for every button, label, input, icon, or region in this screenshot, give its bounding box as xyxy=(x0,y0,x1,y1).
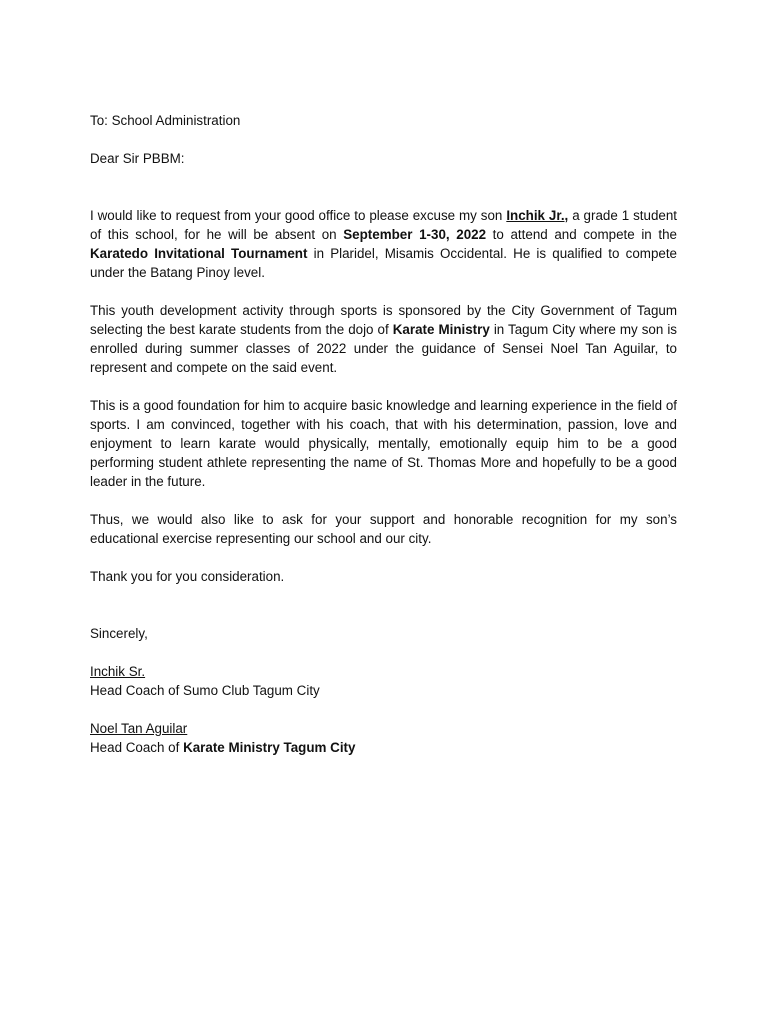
son-name: Inchik Jr., xyxy=(506,208,569,223)
paragraph-thanks: Thank you for you consideration. xyxy=(90,569,285,584)
closing: Sincerely, xyxy=(90,626,148,641)
organization-name: Karate Ministry Tagum City xyxy=(183,740,356,755)
signatory-block xyxy=(90,719,677,757)
text-run: This youth development activity through sports is sponsored by the City Government of Tagum selecting the best karate students from the dojo of xyxy=(90,303,677,337)
signatory-block xyxy=(90,662,677,700)
text-run: I would like to request from your good office to please excuse my son xyxy=(90,208,507,223)
signatory-name: Noel Tan Aguilar xyxy=(90,721,188,736)
recipient-line: To: School Administration xyxy=(90,113,241,128)
text-run: in Plaridel, Misamis Occidental. He is qualified to compete under the Batang Pinoy level. xyxy=(90,246,678,280)
text-run: to attend and compete in the xyxy=(486,227,677,242)
paragraph-request xyxy=(90,206,677,282)
text-run: Head Coach of xyxy=(90,740,184,755)
paragraph-sponsorship xyxy=(90,301,677,377)
tournament-name: Karatedo Invitational Tournament xyxy=(90,246,308,261)
paragraph-support: Thus, we would also like to ask for your support and honorable recognition for my son’s educational exercise representing our school and our city. xyxy=(90,512,677,546)
letter-document xyxy=(90,111,677,757)
text-run: in Tagum City where my son is enrolled during summer classes of 2022 under the guidance of Sensei Noel Tan Aguilar, to represent and compete on the said event. xyxy=(90,322,677,375)
dojo-name: Karate Ministry xyxy=(392,322,490,337)
absence-dates: September 1-30, 2022 xyxy=(343,227,487,242)
signatory-title: Head Coach of Sumo Club Tagum City xyxy=(90,683,320,698)
text-run: a grade 1 student of this school, for he will be absent on xyxy=(90,208,678,242)
signatory-title xyxy=(90,738,677,757)
salutation: Dear Sir PBBM: xyxy=(90,151,185,166)
paragraph-foundation: This is a good foundation for him to acquire basic knowledge and learning experience in the field of sports. I am convinced, together with his coach, that with his determination, passion, love and enjoyment to learn karate would physically, mentally, emotionally equip him to be a good performing student athlete representing the name of St. Thomas More and hopefully to be a good leader in the future. xyxy=(90,398,677,489)
signatory-name: Inchik Sr. xyxy=(90,664,146,679)
